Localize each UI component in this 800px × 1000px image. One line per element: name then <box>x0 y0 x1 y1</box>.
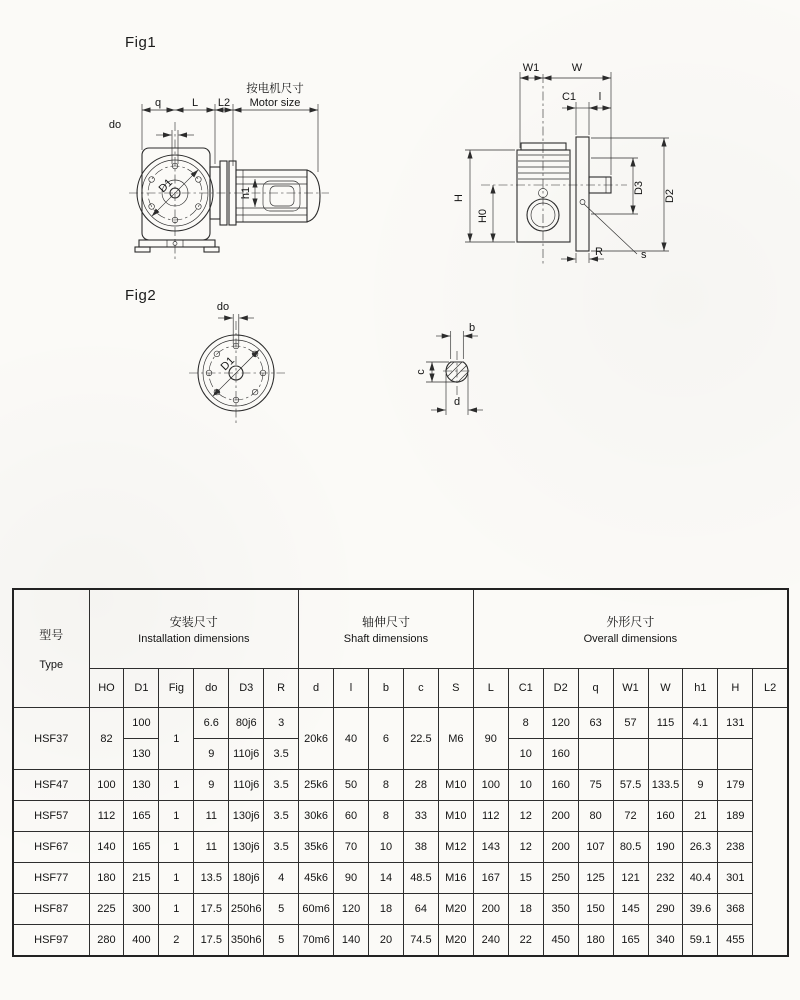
dim-label-d0: do <box>108 119 122 131</box>
table-cell <box>648 739 683 770</box>
table-cell: 140 <box>334 925 369 957</box>
column-header-D1: D1 <box>124 669 159 708</box>
fig1-left-drawing <box>95 70 345 265</box>
dim-label-W: W <box>571 62 583 74</box>
group-shaft-en: Shaft dimensions <box>343 633 429 645</box>
table-cell: 20 <box>369 925 404 957</box>
column-header-do: do <box>194 669 229 708</box>
table-cell: 4.1 <box>683 708 718 739</box>
column-header-D2: D2 <box>543 669 578 708</box>
table-cell: HSF37 <box>13 708 89 770</box>
table-cell: 28 <box>403 770 438 801</box>
table-cell: 5 <box>264 894 299 925</box>
table-cell: 4 <box>264 863 299 894</box>
dim-label-c: c <box>415 369 427 375</box>
table-cell: 26.3 <box>683 832 718 863</box>
table-cell: 143 <box>473 832 508 863</box>
table-cell: 107 <box>578 832 613 863</box>
table-cell: 250h6 <box>229 894 264 925</box>
table-cell: 131 <box>718 708 753 739</box>
table-cell: 5 <box>264 925 299 957</box>
table-cell: 350 <box>543 894 578 925</box>
dim-label-L: L <box>191 97 199 109</box>
table-row <box>13 894 788 925</box>
table-cell: 17.5 <box>194 894 229 925</box>
table-cell: 160 <box>543 739 578 770</box>
table-cell: 368 <box>718 894 753 925</box>
table-cell: 200 <box>543 832 578 863</box>
table-cell: 21 <box>683 801 718 832</box>
table-cell: 450 <box>543 925 578 957</box>
table-cell: 75 <box>578 770 613 801</box>
table-cell: HSF47 <box>13 770 89 801</box>
table-cell: 3.5 <box>264 801 299 832</box>
table-cell: 35k6 <box>299 832 334 863</box>
column-header-Fig: Fig <box>159 669 194 708</box>
table-cell: 45k6 <box>299 863 334 894</box>
table-cell: 14 <box>369 863 404 894</box>
table-cell: 59.1 <box>683 925 718 957</box>
column-header-L2: L2 <box>753 669 788 708</box>
table-row <box>13 863 788 894</box>
table-cell: 190 <box>648 832 683 863</box>
table-cell: M20 <box>438 925 473 957</box>
table-cell: 240 <box>473 925 508 957</box>
table-cell: 40.4 <box>683 863 718 894</box>
table-cell: 12 <box>508 832 543 863</box>
column-header-D3: D3 <box>229 669 264 708</box>
table-cell: 70 <box>334 832 369 863</box>
table-cell: 9 <box>683 770 718 801</box>
dim-label-D3: D3 <box>633 180 645 196</box>
dim-label-D1-fig2: D1 <box>218 354 238 374</box>
table-cell: HSF77 <box>13 863 89 894</box>
table-cell: 160 <box>648 801 683 832</box>
table-cell: 340 <box>648 925 683 957</box>
table-cell: 57 <box>613 708 648 739</box>
table-cell: 120 <box>334 894 369 925</box>
column-header-l: l <box>334 669 369 708</box>
column-header-row <box>13 669 788 708</box>
table-cell: 130j6 <box>229 832 264 863</box>
table-cell: 3.5 <box>264 770 299 801</box>
fig1-right-drawing <box>445 50 710 270</box>
column-header-R: R <box>264 669 299 708</box>
table-cell: 10 <box>508 739 543 770</box>
table-cell: 280 <box>89 925 124 957</box>
table-cell: 400 <box>124 925 159 957</box>
dim-label-R: R <box>595 246 603 258</box>
table-cell: M10 <box>438 770 473 801</box>
table-cell: 39.6 <box>683 894 718 925</box>
table-cell: 80.5 <box>613 832 648 863</box>
table-cell: 63 <box>578 708 613 739</box>
table-group-header-row <box>13 589 788 669</box>
table-cell: 90 <box>473 708 508 770</box>
table-cell: 2 <box>159 925 194 957</box>
table-cell: 1 <box>159 863 194 894</box>
table-cell: 160 <box>543 770 578 801</box>
table-cell: 455 <box>718 925 753 957</box>
table-cell: 100 <box>89 770 124 801</box>
table-cell: 301 <box>718 863 753 894</box>
table-cell: 11 <box>194 832 229 863</box>
table-row <box>13 832 788 863</box>
dim-label-q: q <box>154 97 162 109</box>
table-cell: 350h6 <box>229 925 264 957</box>
dim-label-D1: D1 <box>156 176 176 196</box>
column-header-C1: C1 <box>508 669 543 708</box>
table-cell: 9 <box>194 739 229 770</box>
table-cell: 15 <box>508 863 543 894</box>
dim-label-d0-fig2: do <box>216 301 230 313</box>
dim-label-D2: D2 <box>664 188 676 204</box>
table-cell: 6 <box>369 708 404 770</box>
type-header-cell <box>13 589 89 708</box>
table-cell: 110j6 <box>229 770 264 801</box>
table-row <box>13 925 788 957</box>
table-cell: 130 <box>124 770 159 801</box>
column-header-q: q <box>578 669 613 708</box>
table-cell: 179 <box>718 770 753 801</box>
table-cell: 90 <box>334 863 369 894</box>
table-cell: 167 <box>473 863 508 894</box>
table-cell: 165 <box>124 801 159 832</box>
fig1-label: Fig1 <box>125 34 157 51</box>
column-header-HO: HO <box>89 669 124 708</box>
column-header-c: c <box>403 669 438 708</box>
table-cell: 38 <box>403 832 438 863</box>
column-header-L: L <box>473 669 508 708</box>
table-cell: 13.5 <box>194 863 229 894</box>
type-header-zh: 型号 <box>39 628 64 642</box>
table-cell: 70m6 <box>299 925 334 957</box>
table-cell: 150 <box>578 894 613 925</box>
table-cell: 72 <box>613 801 648 832</box>
dim-label-H0: H0 <box>477 208 489 224</box>
dim-label-l: l <box>598 91 602 103</box>
table-cell: HSF67 <box>13 832 89 863</box>
table-cell: 232 <box>648 863 683 894</box>
fig2-label: Fig2 <box>125 287 157 304</box>
table-cell: 112 <box>473 801 508 832</box>
table-cell: 82 <box>89 708 124 770</box>
table-cell: 100 <box>124 708 159 739</box>
group-header-overall <box>473 589 788 669</box>
table-cell: 11 <box>194 801 229 832</box>
group-header-installation <box>89 589 299 669</box>
group-shaft-zh: 轴伸尺寸 <box>361 615 410 629</box>
table-row <box>13 770 788 801</box>
table-cell: 110j6 <box>229 739 264 770</box>
table-cell: 300 <box>124 894 159 925</box>
table-cell: 180 <box>578 925 613 957</box>
table-cell: 189 <box>718 801 753 832</box>
table-cell: 165 <box>613 925 648 957</box>
table-cell: 50 <box>334 770 369 801</box>
table-cell: 133.5 <box>648 770 683 801</box>
table-cell: M20 <box>438 894 473 925</box>
group-header-shaft <box>299 589 474 669</box>
table-cell: 48.5 <box>403 863 438 894</box>
table-row <box>13 708 788 739</box>
table-cell: 1 <box>159 801 194 832</box>
table-cell: 290 <box>648 894 683 925</box>
column-header-S: S <box>438 669 473 708</box>
column-header-W1: W1 <box>613 669 648 708</box>
table-cell: 8 <box>369 801 404 832</box>
shaft-section-drawing <box>405 303 515 433</box>
table-cell: 180j6 <box>229 863 264 894</box>
table-cell: HSF57 <box>13 801 89 832</box>
column-header-H: H <box>718 669 753 708</box>
dim-label-h1: h1 <box>240 186 252 200</box>
motor-size-label-zh: 按电机尺寸 <box>246 83 304 95</box>
table-cell: 18 <box>508 894 543 925</box>
table-cell: 22.5 <box>403 708 438 770</box>
table-cell: 8 <box>369 770 404 801</box>
table-cell: 18 <box>369 894 404 925</box>
table-cell: 74.5 <box>403 925 438 957</box>
table-cell: 120 <box>543 708 578 739</box>
table-cell: 30k6 <box>299 801 334 832</box>
table-cell: HSF97 <box>13 925 89 957</box>
table-cell: 3 <box>264 708 299 739</box>
group-installation-en: Installation dimensions <box>138 633 250 645</box>
motor-size-label-en: Motor size <box>249 97 301 109</box>
table-cell <box>613 739 648 770</box>
table-cell: 1 <box>159 770 194 801</box>
table-cell: 8 <box>508 708 543 739</box>
table-cell: 200 <box>473 894 508 925</box>
table-cell: 12 <box>508 801 543 832</box>
dim-label-s: s <box>641 249 647 261</box>
table-cell: 180 <box>89 863 124 894</box>
table-cell: 1 <box>159 708 194 770</box>
table-cell: 9 <box>194 770 229 801</box>
table-cell: M16 <box>438 863 473 894</box>
table-cell: 10 <box>369 832 404 863</box>
table-cell: 130j6 <box>229 801 264 832</box>
dim-label-W1: W1 <box>522 62 540 74</box>
table-cell: 1 <box>159 894 194 925</box>
group-overall-zh: 外形尺寸 <box>606 615 655 629</box>
table-cell: 3.5 <box>264 739 299 770</box>
table-cell: 20k6 <box>299 708 334 770</box>
column-header-W: W <box>648 669 683 708</box>
table-cell: 115 <box>648 708 683 739</box>
table-cell: 200 <box>543 801 578 832</box>
table-cell: 165 <box>124 832 159 863</box>
table-cell: 215 <box>124 863 159 894</box>
group-overall-en: Overall dimensions <box>583 633 678 645</box>
table-cell: 60 <box>334 801 369 832</box>
type-header-en: Type <box>39 659 64 671</box>
table-cell: 60m6 <box>299 894 334 925</box>
table-cell: 250 <box>543 863 578 894</box>
table-cell: 80j6 <box>229 708 264 739</box>
table-cell: 121 <box>613 863 648 894</box>
table-cell: 145 <box>613 894 648 925</box>
table-cell: 10 <box>508 770 543 801</box>
table-cell: 125 <box>578 863 613 894</box>
table-cell <box>753 708 788 957</box>
table-cell: 64 <box>403 894 438 925</box>
table-cell <box>683 739 718 770</box>
table-cell: 57.5 <box>613 770 648 801</box>
table-cell: 22 <box>508 925 543 957</box>
table-cell: 80 <box>578 801 613 832</box>
table-cell: 40 <box>334 708 369 770</box>
table-cell: 140 <box>89 832 124 863</box>
table-cell: 112 <box>89 801 124 832</box>
table-cell: M10 <box>438 801 473 832</box>
table-cell: 1 <box>159 832 194 863</box>
dim-label-b: b <box>469 322 476 334</box>
table-cell: 17.5 <box>194 925 229 957</box>
table-cell: 6.6 <box>194 708 229 739</box>
column-header-d: d <box>299 669 334 708</box>
table-cell: 100 <box>473 770 508 801</box>
fig2-drawing <box>175 293 320 443</box>
table-cell <box>718 739 753 770</box>
table-cell: 225 <box>89 894 124 925</box>
table-cell: M6 <box>438 708 473 770</box>
table-cell: HSF87 <box>13 894 89 925</box>
column-header-b: b <box>369 669 404 708</box>
dimension-table <box>12 588 789 957</box>
table-cell: 238 <box>718 832 753 863</box>
table-cell: 130 <box>124 739 159 770</box>
dim-label-C1: C1 <box>561 91 577 103</box>
group-installation-zh: 安装尺寸 <box>169 615 218 629</box>
table-row <box>13 801 788 832</box>
table-cell: 3.5 <box>264 832 299 863</box>
table-cell <box>578 739 613 770</box>
dim-label-L2: L2 <box>217 97 231 109</box>
dim-label-H: H <box>453 194 465 202</box>
table-cell: M12 <box>438 832 473 863</box>
table-cell: 33 <box>403 801 438 832</box>
column-header-h1: h1 <box>683 669 718 708</box>
table-cell: 25k6 <box>299 770 334 801</box>
dim-label-d: d <box>453 396 461 408</box>
